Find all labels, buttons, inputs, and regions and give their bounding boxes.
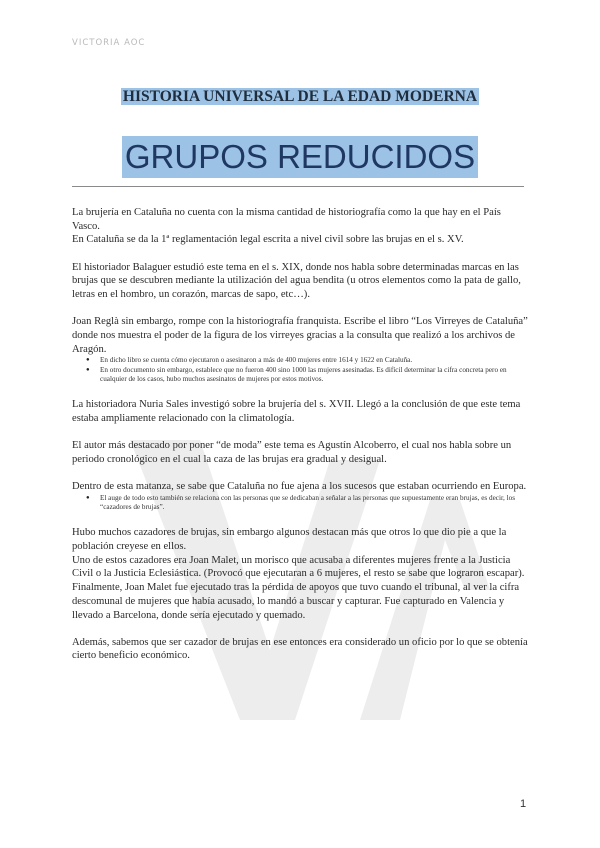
page-number: 1 xyxy=(520,798,527,810)
title-divider xyxy=(72,186,524,187)
document-heading xyxy=(0,88,600,106)
bullet-list xyxy=(72,356,528,385)
document-body xyxy=(72,206,528,663)
paragraph: Finalmente, Joan Malet fue ejecutado tras la pérdida de apoyos que tuvo cuando el tribunal, al ver la cifra descomunal de mujeres que había acusado, lo mandó a buscar y capturar. Fue capturado en Valencia y llevado a Barcelona, donde sería ejecutado y quemado. xyxy=(72,582,520,621)
bullet-item: ● En dicho libro se cuenta cómo ejecutaron o asesinaron a más de 400 mujeres entre 1614 y 1622 en Cataluña. xyxy=(100,356,528,366)
bullet-list xyxy=(72,494,528,513)
document-subheading xyxy=(0,136,600,178)
paragraph: La historiadora Nuria Sales investigó sobre la brujería del s. XVII. Llegó a la conclusión de que este tema estaba ampliamente relacionado con la climatología. xyxy=(72,399,521,425)
bullet-item: ● En otro documento sin embargo, establece que no fueron 400 sino 1000 las mujeres asesinadas. Es difícil determinar la cifra concreta pero en cualquier de los casos, hubo muchos asesinatos de mujeres por estos motivos. xyxy=(100,366,528,385)
paragraph: Joan Reglà sin embargo, rompe con la historiografía franquista. Escribe el libro “Los Virreyes de Cataluña” donde nos muestra el poder de la figura de los virreyes gracias a la consulta que realizó a los archivos de Aragón. xyxy=(72,316,528,355)
paragraph: La brujería en Cataluña no cuenta con la misma cantidad de historiografía como la que hay en el País Vasco. xyxy=(72,207,501,232)
paragraph: Uno de estos cazadores era Joan Malet, un morisco que acusaba a diferentes mujeres frente a la Justicia Civil o la Justicia Eclesiástica. (Provocó que ejecutaran a 6 mujeres, el resto se sabe que lograron escapar). xyxy=(72,554,525,580)
author-watermark-text: VICTORIA AOC xyxy=(72,38,146,48)
paragraph: Además, sabemos que ser cazador de brujas en ese entonces era considerado un oficio por lo que se obtenía cierto beneficio económico. xyxy=(72,636,528,662)
heading-text: HISTORIA UNIVERSAL DE LA EDAD MODERNA xyxy=(122,88,478,105)
paragraph: En Cataluña se da la 1ª reglamentación legal escrita a nivel civil sobre las brujas en el s. XV. xyxy=(72,234,464,246)
bullet-item: ● El auge de todo esto también se relaciona con las personas que se dedicaban a señalar a las personas que supuestamente eran brujas, es decir, los “cazadores de brujas”. xyxy=(100,494,528,513)
paragraph: Hubo muchos cazadores de brujas, sin embargo algunos destacan más que otros lo que dio pie a que la población creyese en ellos. xyxy=(72,527,507,553)
paragraph: El autor más destacado por poner “de moda” este tema es Agustín Alcoberro, el cual nos habla sobre un periodo cronológico en el cual la caza de las brujas era gradual y desigual. xyxy=(72,440,512,465)
paragraph: Dentro de esta matanza, se sabe que Cataluña no fue ajena a los sucesos que estaban ocurriendo en Europa. xyxy=(72,481,527,493)
subheading-text: GRUPOS REDUCIDOS xyxy=(122,136,478,178)
paragraph: El historiador Balaguer estudió este tema en el s. XIX, donde nos habla sobre determinadas marcas en las brujas que se descubren mediante la utilización del agua bendita (u otros elementos como la pata de gallo, letras en el hombro, un corazón, marcas de sapo, etc…). xyxy=(72,261,521,301)
